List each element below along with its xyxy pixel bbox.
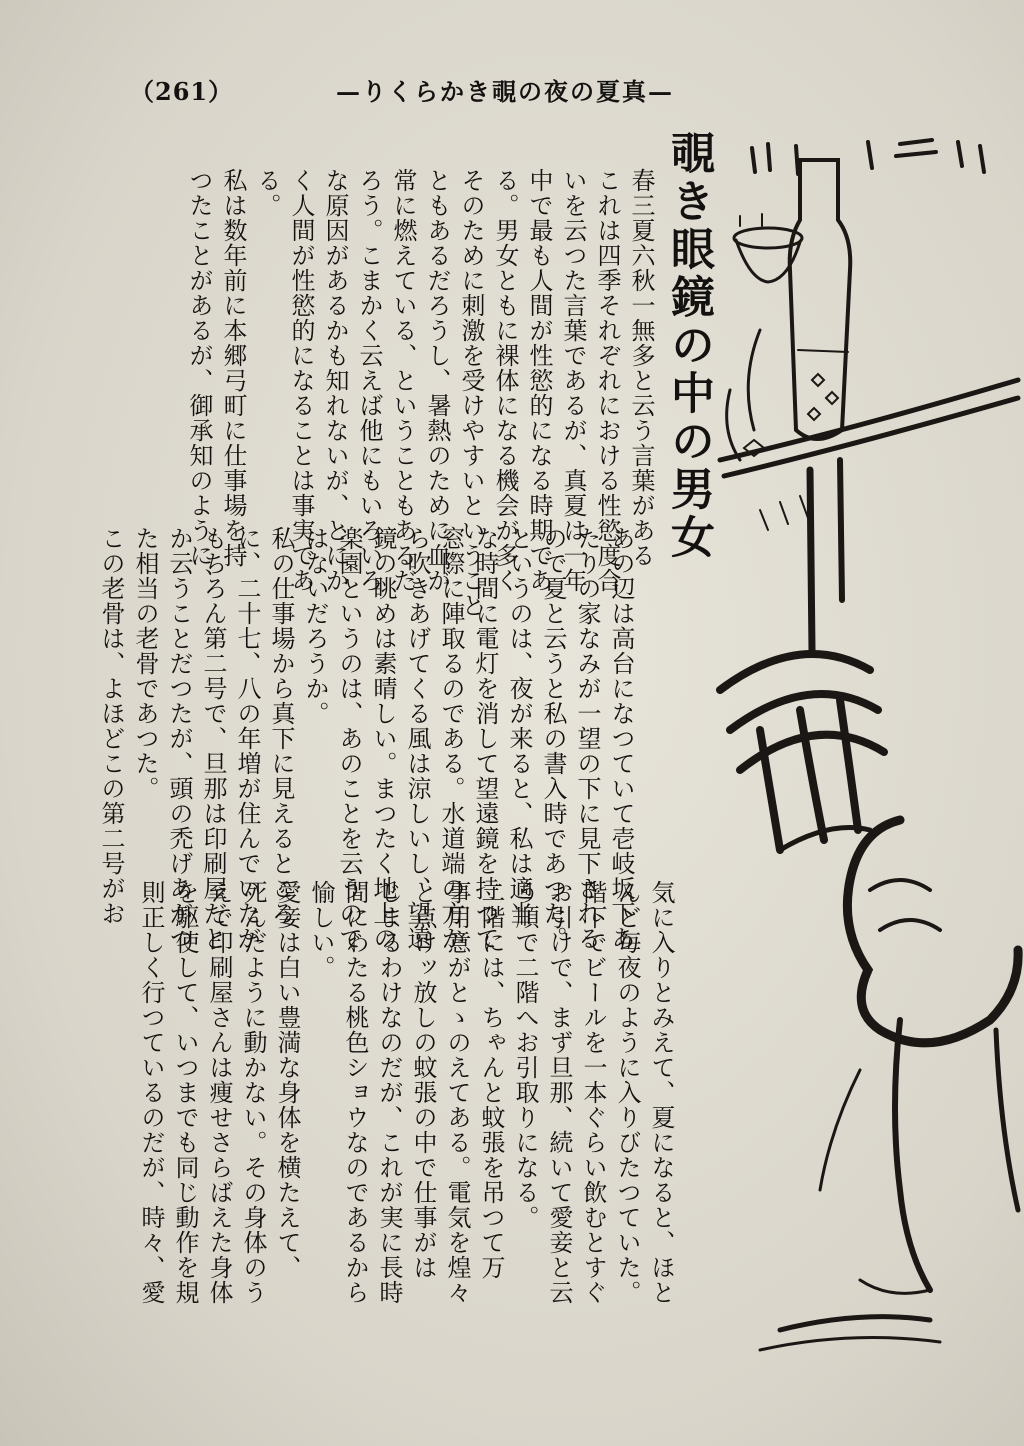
- hatch-strokes: [752, 140, 984, 174]
- text-line: えで印刷屋さんは痩せさらばえた身体: [205, 880, 233, 1305]
- text-line: 死んだように動かない。その身体のう: [239, 880, 267, 1305]
- text-line: 私の仕事場から真下に見えるところ: [267, 526, 295, 926]
- text-line: う順で二階へお引取りになる。: [511, 880, 539, 1230]
- text-line: これは四季それぞれにおける性慾度合: [593, 168, 621, 593]
- text-line: 階下でビールを一本ぐらい飲むとすぐ: [579, 880, 607, 1305]
- text-line: 愉しい。: [307, 880, 335, 980]
- text-line: と点けッ放しの蚊張の中で仕事がは: [409, 880, 437, 1280]
- bottle-drawing: [790, 160, 851, 439]
- text-line: 窓際に陣取るのである。水道端の方か: [437, 526, 465, 951]
- text-line: 二階には、ちゃんと蚊張を吊つて万: [477, 880, 505, 1280]
- text-line: たりの家なみが一望の下に見下される: [573, 526, 601, 951]
- text-line: 楽園というのは、あのことを云うので: [335, 526, 363, 951]
- text-line: た相当の老骨であつた。: [131, 526, 159, 801]
- text-line: そのために刺激を受けやすいということ: [457, 168, 485, 618]
- basket-drawing: [720, 654, 884, 850]
- text-line: 鏡の眺めは素晴しい。まつたく地上の: [369, 526, 397, 951]
- margin-illustration: [700, 130, 1020, 1360]
- text-line: ら吹きあげてくる風は涼しいし、望遠: [403, 526, 431, 951]
- figure-drawing: [820, 820, 1018, 1290]
- text-block-upper: [185, 168, 658, 618]
- text-line: 気に入りとみえて、夏になると、ほと: [647, 880, 675, 1305]
- article-title: 覗き眼鏡の中の男女: [663, 130, 714, 562]
- text-line: もちろん第二号で、旦那は印刷屋だと: [199, 526, 227, 951]
- text-line: ともあるだろうし、暑熱のために血が: [423, 168, 451, 593]
- text-line: な時間に電灯を消して望遠鏡を持つて: [471, 526, 499, 951]
- text-line: 愛妾は白い豊満な身体を横たえて、: [273, 880, 301, 1280]
- text-line: 春三夏六秋一無多と云う言葉がある: [627, 168, 655, 568]
- running-title: —りくらかき覗の夜の夏真—: [336, 77, 674, 106]
- text-line: く人間が性慾的になることは事実であ: [287, 168, 315, 593]
- text-line: つたことがあるが、御承知のように、: [185, 168, 213, 593]
- text-line: な原因があるかも知れないが、とにか: [321, 168, 349, 593]
- text-line: んど毎夜のように入りびたつていた。: [613, 880, 641, 1305]
- text-line: あの辺は高台になつていて壱岐坂下あ: [607, 526, 635, 951]
- text-line: を駆使して、いつまでも同じ動作を規: [171, 880, 199, 1305]
- text-line: か云うことだつたが、頭の禿げあがつ: [165, 526, 193, 951]
- text-line: ので夏と云うと私の書入時であつた。: [539, 526, 567, 951]
- floor-drawing: [760, 1280, 940, 1350]
- text-line: はないだろうか。: [301, 526, 329, 726]
- text-block-lower: [137, 880, 678, 1305]
- text-line: 間にわたる桃色ショウなのであるから: [341, 880, 369, 1305]
- text-line: この老骨は、よほどこの第二号がお: [97, 526, 125, 926]
- text-line: 常に燃えている、ということもあるだ: [389, 168, 417, 593]
- text-line: 事用意がとゝのえてある。電気を煌々: [443, 880, 471, 1305]
- text-line: お引けで、まず旦那、続いて愛妾と云: [545, 880, 573, 1305]
- text-line: というのは、夜が来ると、私は適当: [505, 526, 533, 926]
- text-line: る。: [253, 168, 281, 218]
- text-line: 則正しく行つているのだが、時々、愛: [137, 880, 165, 1305]
- text-line: に、二十七、八の年増が住んでいたが: [233, 526, 261, 951]
- table-drawing: [720, 330, 1018, 650]
- page-number: （261）: [130, 77, 234, 106]
- text-line: 中で最も人間が性慾的になる時期であ: [525, 168, 553, 593]
- text-line: ろう。こまかく云えば他にもいろいろ: [355, 168, 383, 593]
- text-line: 私は数年前に本郷弓町に仕事場を持: [219, 168, 247, 568]
- text-line: る。男女ともに裸体になる機会が多く: [491, 168, 519, 593]
- text-line: じまるわけなのだが、これが実に長時: [375, 880, 403, 1305]
- text-line: いを云つた言葉であるが、真夏は一年: [559, 168, 587, 593]
